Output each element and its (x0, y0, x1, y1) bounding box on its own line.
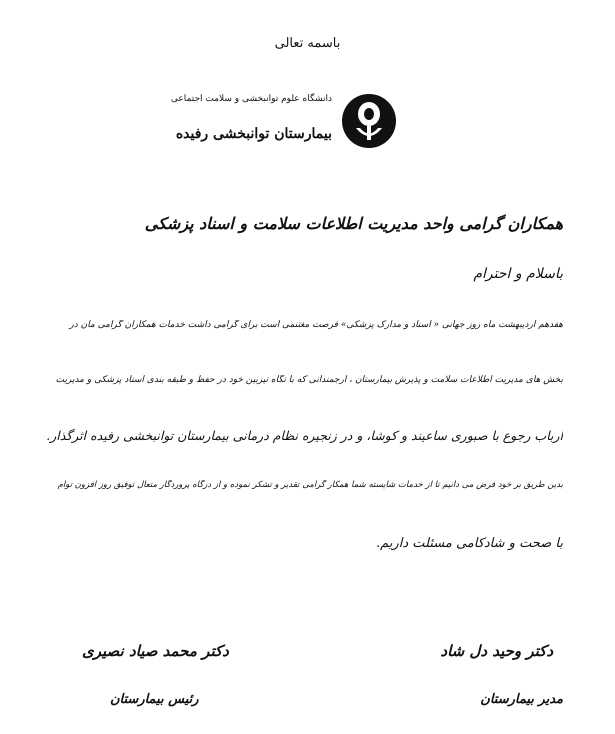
hospital-logo (170, 92, 398, 156)
body-line: ارباب رجوع با صبوری ساعیند و کوشا، و در زنجیره نظام درمانی بیمارستان توانبخشی رفیده اثرگذار. (46, 428, 563, 443)
body-line: بخش های مدیریت اطلاعات سلامت و پذیرش بیمارستان ، ارجمندانی که با نگاه تیزبین خود در حفظ و طبقه بندی اسناد پزشکی و مدیریت (55, 375, 563, 385)
signatory-name-left: دکتر محمد صیاد نصیری (82, 642, 229, 660)
body-line: هفدهم اردیبهشت ماه روز جهانی « اسناد و مدارک پزشکی» فرصت مغتنمی است برای گرامی داشت خدمات همکاران گرامی مان در (69, 320, 563, 330)
letter-heading: همکاران گرامی واحد مدیریت اطلاعات سلامت و اسناد پزشکی (144, 214, 563, 233)
basmala: باسمه تعالی (274, 36, 341, 51)
letter-greeting: باسلام و احترام (473, 266, 563, 282)
hospital-logo-icon (340, 92, 398, 150)
signatory-title-right: مدیر بیمارستان (480, 692, 563, 707)
university-name: دانشگاه علوم توانبخشی و سلامت اجتماعی (170, 94, 332, 104)
signatory-title-left: رئیس بیمارستان (110, 692, 199, 707)
body-line: با صحت و شادکامی مسئلت داریم. (376, 536, 563, 551)
body-line: بدین طریق بر خود فرض می دانیم تا از خدمات شایسته شما همکار گرامی تقدیر و تشکر نموده و از درگاه پروردگار متعال توفیق روز افزون توام (57, 480, 563, 490)
signatory-name-right: دکتر وحید دل شاد (440, 642, 553, 660)
hospital-name: بیمارستان توانبخشی رفیده (175, 126, 332, 142)
